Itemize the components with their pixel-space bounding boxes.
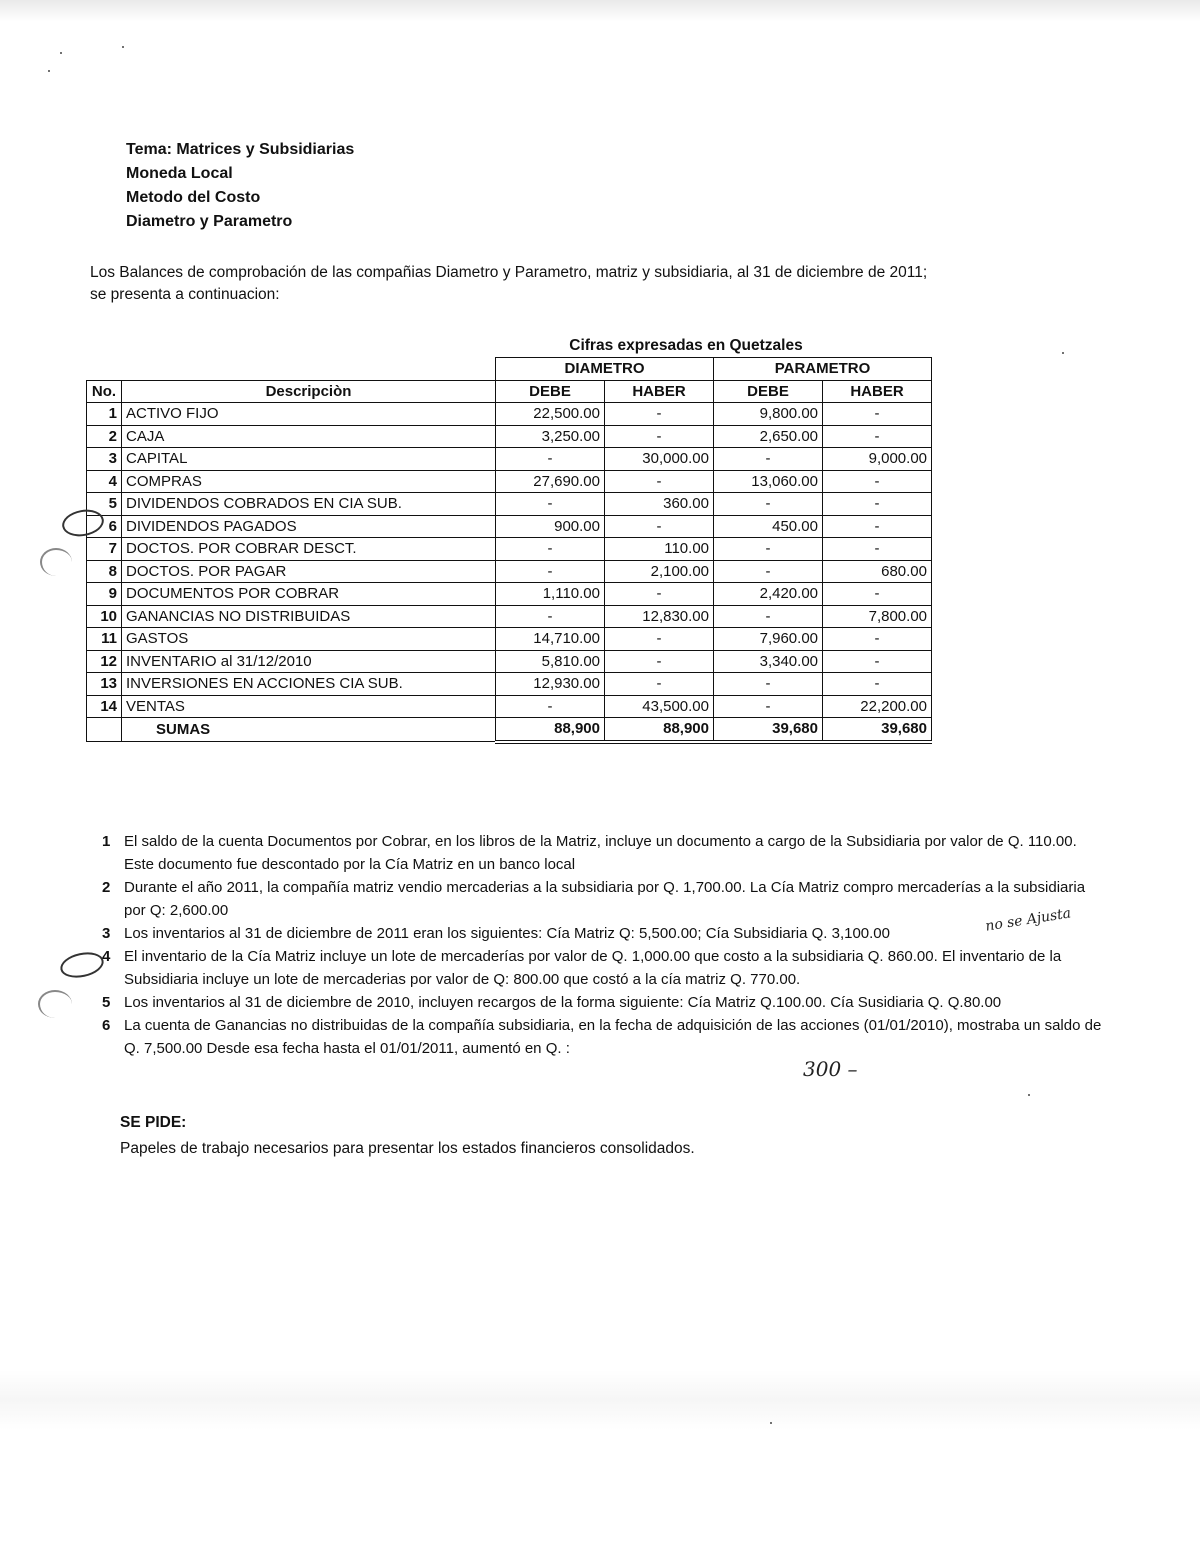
diametro-debe-cell: 27,690.00 (496, 470, 605, 493)
intro-paragraph (90, 262, 1020, 306)
topic-currency: Moneda Local (126, 165, 233, 182)
row-number: 9 (87, 583, 122, 606)
table-company-header-row (87, 358, 932, 381)
note-number: 2 (102, 879, 111, 896)
parametro-debe-cell: 7,960.00 (714, 628, 823, 651)
diametro-haber-cell: - (605, 403, 714, 426)
diametro-haber-cell: - (605, 673, 714, 696)
row-number: 2 (87, 425, 122, 448)
diametro-debe-cell: - (496, 605, 605, 628)
col-debe-header: DEBE (496, 380, 605, 403)
row-description: DOCTOS. POR PAGAR (122, 560, 496, 583)
table-row (87, 695, 932, 718)
pen-arc-mark (40, 548, 72, 576)
parametro-haber-cell: - (823, 515, 932, 538)
diametro-debe-cell: 3,250.00 (496, 425, 605, 448)
parametro-debe-cell: - (714, 673, 823, 696)
company-diametro-header: DIAMETRO (496, 358, 714, 381)
row-number: 14 (87, 695, 122, 718)
row-number: 6 (87, 515, 122, 538)
diametro-debe-cell: - (496, 695, 605, 718)
topic-block (126, 138, 354, 234)
parametro-debe-cell: 450.00 (714, 515, 823, 538)
parametro-haber-cell: - (823, 650, 932, 673)
scan-speck (1062, 352, 1064, 354)
sum-parametro-haber: 39,680 (823, 718, 932, 742)
col-debe-header: DEBE (714, 380, 823, 403)
sums-label: SUMAS (122, 718, 496, 742)
diametro-haber-cell: 43,500.00 (605, 695, 714, 718)
note-text: Los inventarios al 31 de diciembre de 2011 eran los siguientes: Cía Matriz Q: 5,500.00; Cía Subsidiaria Q. 3,100.00 (124, 925, 890, 942)
scan-speck (48, 70, 50, 72)
note-text: El saldo de la cuenta Documentos por Cobrar, en los libros de la Matriz, incluye un documento a cargo de la Subsidiaria por valor de Q. 110.00. Este documento fue descontado por la Cía Matriz en un banco local (124, 833, 1077, 873)
row-description: ACTIVO FIJO (122, 403, 496, 426)
parametro-debe-cell: - (714, 605, 823, 628)
note-text: Los inventarios al 31 de diciembre de 2010, incluyen recargos de la forma siguiente: Cía Matriz Q.100.00. Cía Susidiaria Q. Q.80.00 (124, 994, 1002, 1011)
row-number: 10 (87, 605, 122, 628)
diametro-debe-cell: 12,930.00 (496, 673, 605, 696)
parametro-haber-cell: 7,800.00 (823, 605, 932, 628)
parametro-haber-cell: - (823, 628, 932, 651)
diametro-haber-cell: 2,100.00 (605, 560, 714, 583)
table-row (87, 628, 932, 651)
parametro-haber-cell: - (823, 425, 932, 448)
diametro-debe-cell: 1,110.00 (496, 583, 605, 606)
parametro-debe-cell: - (714, 538, 823, 561)
table-row (87, 515, 932, 538)
diametro-haber-cell: - (605, 650, 714, 673)
row-number: 11 (87, 628, 122, 651)
topic-method: Metodo del Costo (126, 189, 261, 206)
table-row (87, 650, 932, 673)
diametro-debe-cell: 5,810.00 (496, 650, 605, 673)
diametro-haber-cell: 360.00 (605, 493, 714, 516)
pen-arc-mark (38, 990, 72, 1018)
diametro-haber-cell: - (605, 515, 714, 538)
parametro-debe-cell: 2,650.00 (714, 425, 823, 448)
parametro-debe-cell: - (714, 560, 823, 583)
note-item (102, 922, 1102, 945)
note-text: La cuenta de Ganancias no distribuidas de la compañía subsidiaria, en la fecha de adquisición de las acciones (01/01/2010), mostraba un saldo de Q. 7,500.00 Desde esa fecha hasta el 01/01/2011, aumentó en Q. : (124, 1017, 1102, 1057)
row-description: COMPRAS (122, 470, 496, 493)
scan-speck (60, 52, 62, 54)
parametro-haber-cell: 680.00 (823, 560, 932, 583)
diametro-haber-cell: 12,830.00 (605, 605, 714, 628)
sum-diametro-haber: 88,900 (605, 718, 714, 742)
sum-parametro-debe: 39,680 (714, 718, 823, 742)
diametro-haber-cell: 30,000.00 (605, 448, 714, 471)
note-number: 1 (102, 833, 111, 850)
row-description: VENTAS (122, 695, 496, 718)
sums-row (87, 718, 932, 742)
handwritten-note-no-se-ajusta: no se Ajusta (984, 905, 1073, 935)
note-number: 4 (102, 948, 111, 965)
row-description: GANANCIAS NO DISTRIBUIDAS (122, 605, 496, 628)
note-text: El inventario de la Cía Matriz incluye un lote de mercaderías por valor de Q. 1,000.00 que costo a la subsidiaria Q. 860.00. El inventario de la Subsidiaria incluye un lote de mercaderias por valor de Q: 800.00 que costó a la cía matriz Q. 770.00. (124, 948, 1062, 988)
row-description: DIVIDENDOS COBRADOS EN CIA SUB. (122, 493, 496, 516)
se-pide-heading: SE PIDE: (120, 1114, 187, 1131)
company-parametro-header: PARAMETRO (714, 358, 932, 381)
row-description: CAJA (122, 425, 496, 448)
table-column-header-row (87, 380, 932, 403)
note-number: 6 (102, 1017, 111, 1034)
sum-diametro-debe: 88,900 (496, 718, 605, 742)
diametro-debe-cell: 22,500.00 (496, 403, 605, 426)
parametro-haber-cell: - (823, 673, 932, 696)
parametro-debe-cell: - (714, 695, 823, 718)
note-item (102, 945, 1102, 991)
scan-speck (1028, 1094, 1030, 1096)
row-number: 12 (87, 650, 122, 673)
row-description: DOCUMENTOS POR COBRAR (122, 583, 496, 606)
note-item (102, 1014, 1102, 1060)
diametro-haber-cell: - (605, 470, 714, 493)
row-number: 4 (87, 470, 122, 493)
scan-top-shadow (0, 0, 1200, 22)
table-row (87, 448, 932, 471)
note-item (102, 876, 1102, 922)
diametro-debe-cell: - (496, 560, 605, 583)
table-row (87, 583, 932, 606)
row-number: 7 (87, 538, 122, 561)
scan-speck (770, 1422, 772, 1424)
row-description: CAPITAL (122, 448, 496, 471)
table-row (87, 493, 932, 516)
col-desc-header: Descripciòn (122, 380, 496, 403)
parametro-haber-cell: - (823, 493, 932, 516)
note-number: 5 (102, 994, 111, 1011)
note-item (102, 991, 1102, 1014)
diametro-haber-cell: - (605, 583, 714, 606)
intro-line: Los Balances de comprobación de las compañias Diametro y Parametro, matriz y subsidiaria, al 31 de diciembre de 2011; (90, 264, 928, 281)
diametro-debe-cell: 14,710.00 (496, 628, 605, 651)
row-number: 3 (87, 448, 122, 471)
row-description: DOCTOS. POR COBRAR DESCT. (122, 538, 496, 561)
row-number: 13 (87, 673, 122, 696)
table-caption: Cifras expresadas en Quetzales (569, 337, 803, 354)
diametro-debe-cell: - (496, 538, 605, 561)
table-row (87, 560, 932, 583)
scan-speck (122, 46, 124, 48)
table-row (87, 470, 932, 493)
row-description: GASTOS (122, 628, 496, 651)
parametro-haber-cell: - (823, 583, 932, 606)
table-row (87, 425, 932, 448)
table-row (87, 403, 932, 426)
parametro-haber-cell: - (823, 403, 932, 426)
col-haber-header: HABER (605, 380, 714, 403)
topic-title: Tema: Matrices y Subsidiarias (126, 141, 355, 158)
diametro-haber-cell: 110.00 (605, 538, 714, 561)
parametro-debe-cell: 3,340.00 (714, 650, 823, 673)
notes-list (102, 830, 1102, 1060)
parametro-debe-cell: 2,420.00 (714, 583, 823, 606)
parametro-haber-cell: - (823, 538, 932, 561)
pen-circle-mark (58, 949, 106, 982)
diametro-debe-cell: - (496, 493, 605, 516)
handwritten-note-300: 300 – (803, 1057, 858, 1081)
parametro-debe-cell: 13,060.00 (714, 470, 823, 493)
col-haber-header: HABER (823, 380, 932, 403)
parametro-debe-cell: 9,800.00 (714, 403, 823, 426)
table-row (87, 538, 932, 561)
row-number: 5 (87, 493, 122, 516)
table-row (87, 605, 932, 628)
diametro-debe-cell: 900.00 (496, 515, 605, 538)
note-item (102, 830, 1102, 876)
diametro-debe-cell: - (496, 448, 605, 471)
row-number: 8 (87, 560, 122, 583)
intro-line: se presenta a continuacion: (90, 286, 280, 303)
row-description: INVENTARIO al 31/12/2010 (122, 650, 496, 673)
row-number: 1 (87, 403, 122, 426)
diametro-haber-cell: - (605, 628, 714, 651)
diametro-haber-cell: - (605, 425, 714, 448)
note-number: 3 (102, 925, 111, 942)
parametro-debe-cell: - (714, 493, 823, 516)
col-no-header: No. (87, 380, 122, 403)
parametro-haber-cell: - (823, 470, 932, 493)
row-description: INVERSIONES EN ACCIONES CIA SUB. (122, 673, 496, 696)
trial-balance-table (86, 357, 932, 744)
note-text: Durante el año 2011, la compañía matriz vendio mercaderias a la subsidiaria por Q. 1,700.00. La Cía Matriz compro mercaderías a la subsidiaria por Q: 2,600.00 (124, 879, 1086, 919)
parametro-haber-cell: 22,200.00 (823, 695, 932, 718)
parametro-haber-cell: 9,000.00 (823, 448, 932, 471)
parametro-debe-cell: - (714, 448, 823, 471)
row-description: DIVIDENDOS PAGADOS (122, 515, 496, 538)
scan-bottom-shadow (0, 1370, 1200, 1430)
topic-companies: Diametro y Parametro (126, 213, 293, 230)
table-row (87, 673, 932, 696)
se-pide-text: Papeles de trabajo necesarios para presentar los estados financieros consolidados. (120, 1140, 695, 1157)
